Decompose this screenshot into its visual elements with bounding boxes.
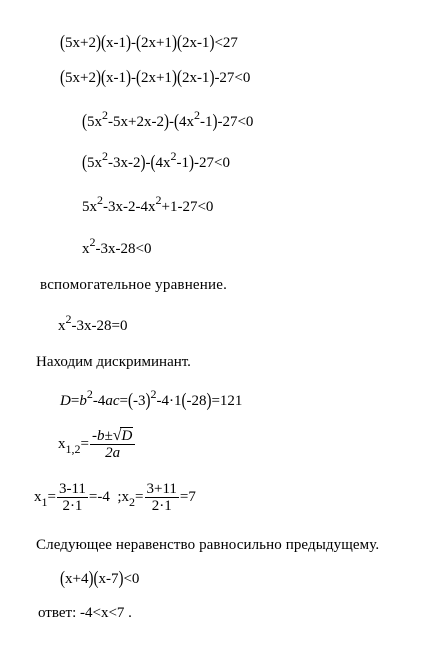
- auxiliary-equation: $x^2-3x-28=0$: [58, 312, 128, 334]
- discriminant-formula: $D=b^2-4ac=(-3)^2-4\cdot 1(-28)=121$: [60, 387, 243, 412]
- inequality-line-4: $(5x^2-3x-2)-(4x^2-1)-27<0$: [82, 149, 230, 174]
- root-1-fraction: $\frac{3-11}{2\cdot 1}$: [58, 481, 86, 514]
- inequality-line-2: (5x+2)(x-1)-(2x+1)(2x-1)-27<0: [60, 67, 251, 89]
- inequality-line-1: (5x+2)(x-1)-(2x+1)(2x-1)<27: [60, 32, 238, 54]
- computed-roots: $x_1=$ $\frac{3-11}{2\cdot 1}$ =-4 $;x_2=$ $\frac{3+11}{2\cdot 1}$ =7: [34, 481, 196, 514]
- answer-line: ответ: -4<x<7 .: [38, 605, 132, 621]
- root-2-fraction: $\frac{3+11}{2\cdot 1}$: [146, 481, 177, 514]
- inequality-line-5: $5x^2-3x-2-4x^2+1-27<0$: [82, 193, 214, 215]
- inequality-line-6: $x^2-3x-28<0$: [82, 235, 152, 257]
- discriminant-label: Находим дискриминант.: [36, 354, 191, 370]
- auxiliary-equation-label: вспомогательное уравнение.: [40, 277, 228, 293]
- factored-inequality: (x+4)(x-7)<0: [60, 568, 140, 590]
- inequality-line-3: $(5x^2-5x+2x-2)-(4x^2-1)-27<0$: [82, 108, 254, 133]
- roots-fraction: $\frac{-b\pm√D}{2a}$: [90, 428, 135, 461]
- equivalence-label: Следующее неравенство равносильно предыдущему.: [36, 537, 380, 553]
- roots-formula: $x_{1,2}=$ $\frac{-b\pm√D}{2a}$: [58, 428, 136, 461]
- answer-value: -4<x<7: [79, 605, 125, 621]
- sqrt-icon: √: [112, 427, 122, 444]
